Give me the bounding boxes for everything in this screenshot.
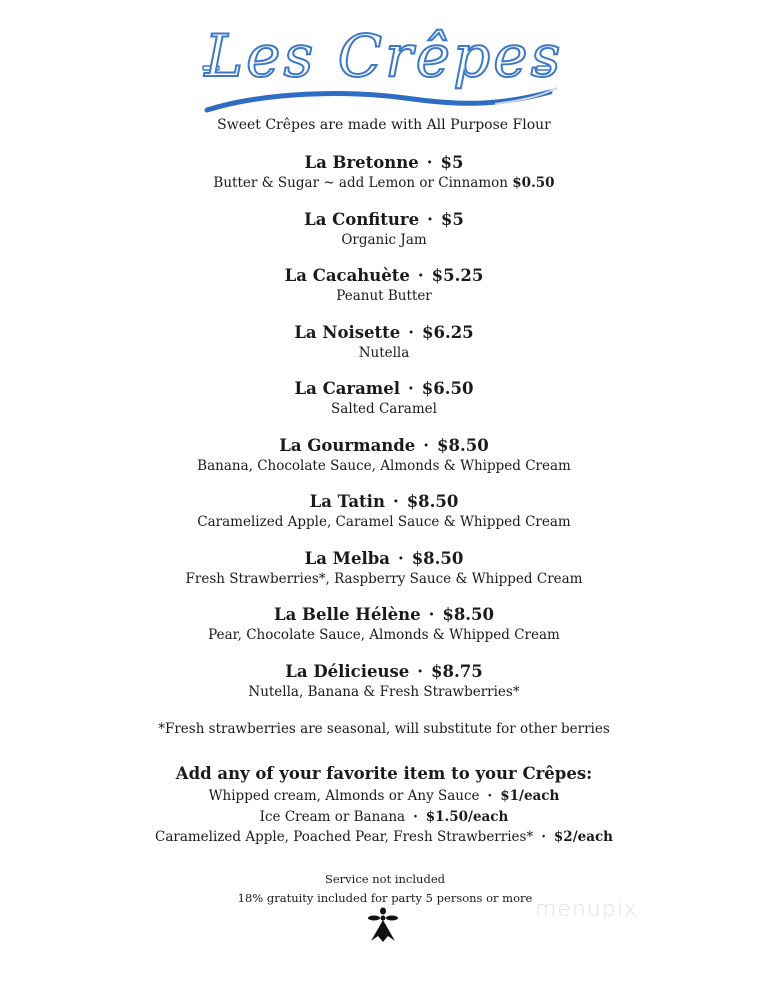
item-desc: Caramelized Apple, Caramel Sauce & Whipped Cream xyxy=(197,514,571,530)
item-desc: Nutella xyxy=(358,344,410,361)
item-desc-price: $0.50 xyxy=(512,175,555,191)
addon-price: $1.50/each xyxy=(425,808,509,825)
item-price: $6.50 xyxy=(421,379,474,398)
item-name: La Confiture xyxy=(304,209,420,229)
item-price: $8.50 xyxy=(437,435,489,455)
item-desc: Salted Caramel xyxy=(331,401,437,417)
menu-subtitle: Sweet Crêpes are made with All Purpose Flour xyxy=(217,117,551,133)
item-name: La Délicieuse xyxy=(285,661,410,681)
item-name: La Melba xyxy=(304,548,390,568)
strawberry-note: *Fresh strawberries are seasonal, will substitute for other berries xyxy=(158,721,610,737)
item-price: $5 xyxy=(440,209,464,229)
separator: · xyxy=(428,605,435,624)
item-name: La Cacahuète xyxy=(284,266,410,285)
ermine-icon xyxy=(367,907,399,943)
menu-item xyxy=(0,152,768,209)
addons-heading: Add any of your favorite item to your Crêpes: xyxy=(175,764,593,783)
item-price: $8.50 xyxy=(406,492,459,511)
separator: · xyxy=(423,435,430,455)
menu-item xyxy=(0,265,768,322)
separator: · xyxy=(426,153,433,172)
separator: · xyxy=(541,829,546,845)
item-price: $5.25 xyxy=(431,266,484,285)
separator: · xyxy=(487,788,493,804)
item-name: La Gourmande xyxy=(279,435,416,455)
item-price: $8.50 xyxy=(442,605,495,624)
menu-item xyxy=(0,378,768,435)
service-note: Service not included xyxy=(324,872,445,886)
addon-line xyxy=(0,786,768,807)
item-desc: Banana, Chocolate Sauce, Almonds & Whipped Cream xyxy=(197,457,571,474)
item-desc: Fresh Strawberries*, Raspberry Sauce & Whipped Cream xyxy=(185,570,583,587)
item-desc: Butter & Sugar ~ add Lemon or Cinnamon xyxy=(213,175,508,191)
addon-price: $2/each xyxy=(553,829,613,845)
footer xyxy=(0,870,768,908)
menu-item xyxy=(0,322,768,379)
separator: · xyxy=(397,548,404,568)
item-price: $5 xyxy=(440,153,464,172)
menu-item xyxy=(0,491,768,548)
item-name: La Noisette xyxy=(294,322,401,342)
item-name: La Caramel xyxy=(294,379,401,398)
addon-text: Caramelized Apple, Poached Pear, Fresh Strawberries* xyxy=(155,829,534,845)
item-price: $8.75 xyxy=(431,661,483,681)
menu-title: Les Crêpes xyxy=(204,22,564,90)
item-desc: Peanut Butter xyxy=(336,288,432,304)
addon-line xyxy=(0,827,768,848)
crepe-list xyxy=(0,152,768,717)
menu-header xyxy=(0,0,768,133)
menu-item xyxy=(0,661,768,718)
item-desc: Pear, Chocolate Sauce, Almonds & Whipped Cream xyxy=(208,627,560,643)
item-name: La Tatin xyxy=(309,492,385,511)
separator: · xyxy=(413,808,418,825)
item-price: $8.50 xyxy=(411,548,464,568)
addon-text: Ice Cream or Banana xyxy=(259,808,406,825)
menu-item xyxy=(0,548,768,605)
separator: · xyxy=(427,209,433,229)
watermark: menupix xyxy=(535,897,638,922)
item-name: La Belle Hélène xyxy=(273,605,421,624)
separator: · xyxy=(408,379,414,398)
menu-item xyxy=(0,209,768,266)
separator: · xyxy=(417,661,424,681)
menu-item xyxy=(0,604,768,661)
addons-section xyxy=(0,762,768,848)
separator: · xyxy=(408,322,414,342)
item-desc: Nutella, Banana & Fresh Strawberries* xyxy=(248,683,520,700)
item-price: $6.25 xyxy=(422,322,474,342)
item-name: La Bretonne xyxy=(304,153,419,172)
gratuity-note: 18% gratuity included for party 5 persons or more xyxy=(237,891,533,905)
separator: · xyxy=(392,492,399,511)
addon-line xyxy=(0,807,768,828)
addon-text: Whipped cream, Almonds or Any Sauce xyxy=(208,788,480,804)
separator: · xyxy=(417,266,424,285)
menu-item xyxy=(0,435,768,492)
item-desc: Organic Jam xyxy=(341,231,427,248)
addon-price: $1/each xyxy=(500,788,560,804)
